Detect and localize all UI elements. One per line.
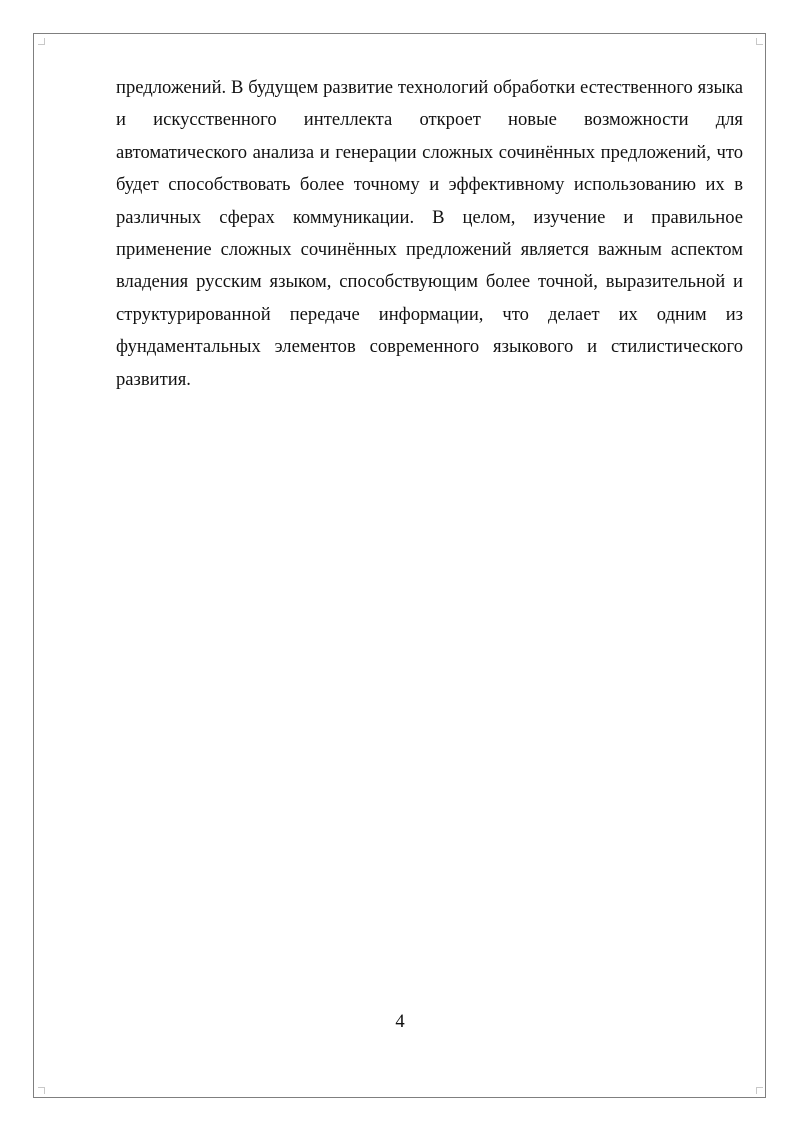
paragraph-line: применение сложных сочинённых предложений является важным аспектом: [116, 238, 743, 260]
paragraph-line: развития.: [116, 368, 191, 390]
crop-mark-bottom-left: [38, 1087, 45, 1094]
paragraph-line: структурированной передаче информации, что делает их одним из: [116, 303, 743, 325]
paragraph-line: предложений. В будущем развитие технологий обработки естественного языка: [116, 77, 743, 98]
paragraph-line: владения русским языком, способствующим более точной, выразительной и: [116, 271, 743, 293]
page-number: 4: [395, 1011, 405, 1032]
paragraph-line: будет способствовать более точному и эффективному использованию их в: [116, 174, 743, 196]
paragraph-line: и искусственного интеллекта откроет новые возможности для: [116, 109, 743, 131]
body-paragraph: [116, 72, 743, 396]
paragraph-line: различных сферах коммуникации. В целом, изучение и правильное: [116, 206, 743, 228]
paragraph-line: фундаментальных элементов современного языкового и стилистического: [116, 336, 743, 358]
crop-mark-bottom-right: [756, 1087, 763, 1094]
crop-mark-top-left: [38, 38, 45, 45]
crop-mark-top-right: [756, 38, 763, 45]
paragraph-line: автоматического анализа и генерации сложных сочинённых предложений, что: [116, 141, 743, 163]
